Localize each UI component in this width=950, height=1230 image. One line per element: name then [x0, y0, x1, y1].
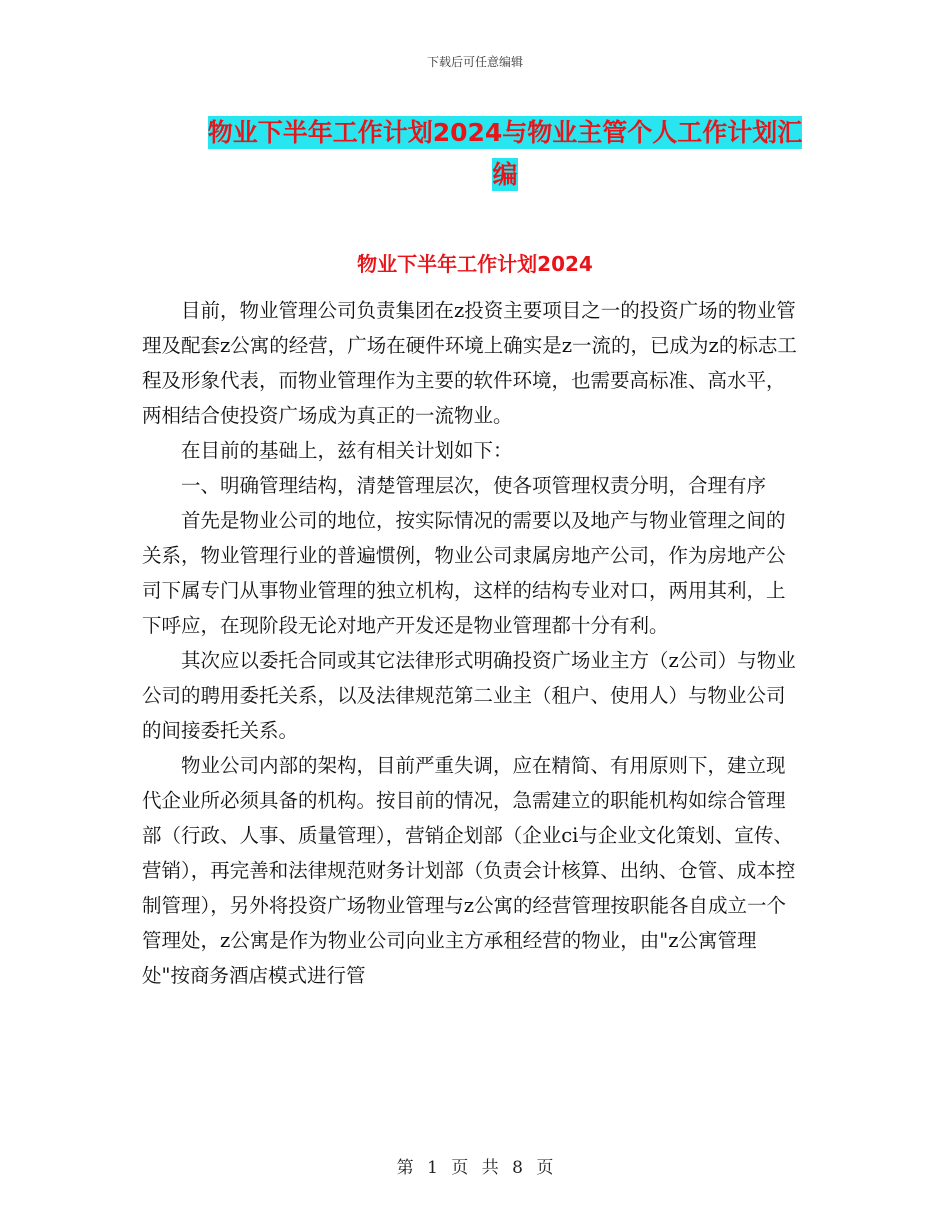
paragraph: 在目前的基础上，兹有相关计划如下： — [181, 439, 513, 462]
document-body — [142, 293, 802, 993]
document-title — [185, 112, 825, 196]
section-title: 物业下半年工作计划2024 — [357, 252, 593, 276]
page-header: 下载后可任意编辑 — [426, 55, 523, 69]
paragraph: 目前，物业管理公司负责集团在z投资主要项目之一的投资广场的物业管理及配套z公寓的经营，广场在硬件环境上确实是z一流的，已成为z的标志工程及形象代表，而物业管理作为主要的软件环境，也需要高标准、高水平，两相结合使投资广场成为真正的一流物业。 — [142, 299, 797, 427]
title-line-1: 物业下半年工作计划2024与物业主管个人工作计划汇 — [207, 118, 803, 147]
paragraph: 物业公司内部的架构，目前严重失调，应在精简、有用原则下，建立现代企业所必须具备的机构。按目前的情况，急需建立的职能机构如综合管理部（行政、人事、质量管理），营销企划部（企业ci与企业文化策划、宣传、营销），再完善和法律规范财务计划部（负责会计核算、出纳、仓管、成本控制管理），另外将投资广场物业管理与z公寓的经营管理按职能各自成立一个管理处，z公寓是作为物业公司向业主方承租经营的物业，由"z公寓管理处"按商务酒店模式进行管 — [142, 754, 796, 987]
paragraph: 首先是物业公司的地位，按实际情况的需要以及地产与物业管理之间的关系，物业管理行业的普遍惯例，物业公司隶属房地产公司，作为房地产公司下属专门从事物业管理的独立机构，这样的结构专业对口，两用其利，上下呼应，在现阶段无论对地产开发还是物业管理都十分有利。 — [142, 509, 786, 637]
page-number: 第 1 页 共 8 页 — [396, 1158, 554, 1178]
paragraph: 其次应以委托合同或其它法律形式明确投资广场业主方（z公司）与物业公司的聘用委托关系，以及法律规范第二业主（租户、使用人）与物业公司的间接委托关系。 — [142, 649, 796, 742]
paragraph: 一、明确管理结构，清楚管理层次，使各项管理权责分明，合理有序 — [181, 474, 767, 497]
title-line-2: 编 — [492, 160, 518, 189]
